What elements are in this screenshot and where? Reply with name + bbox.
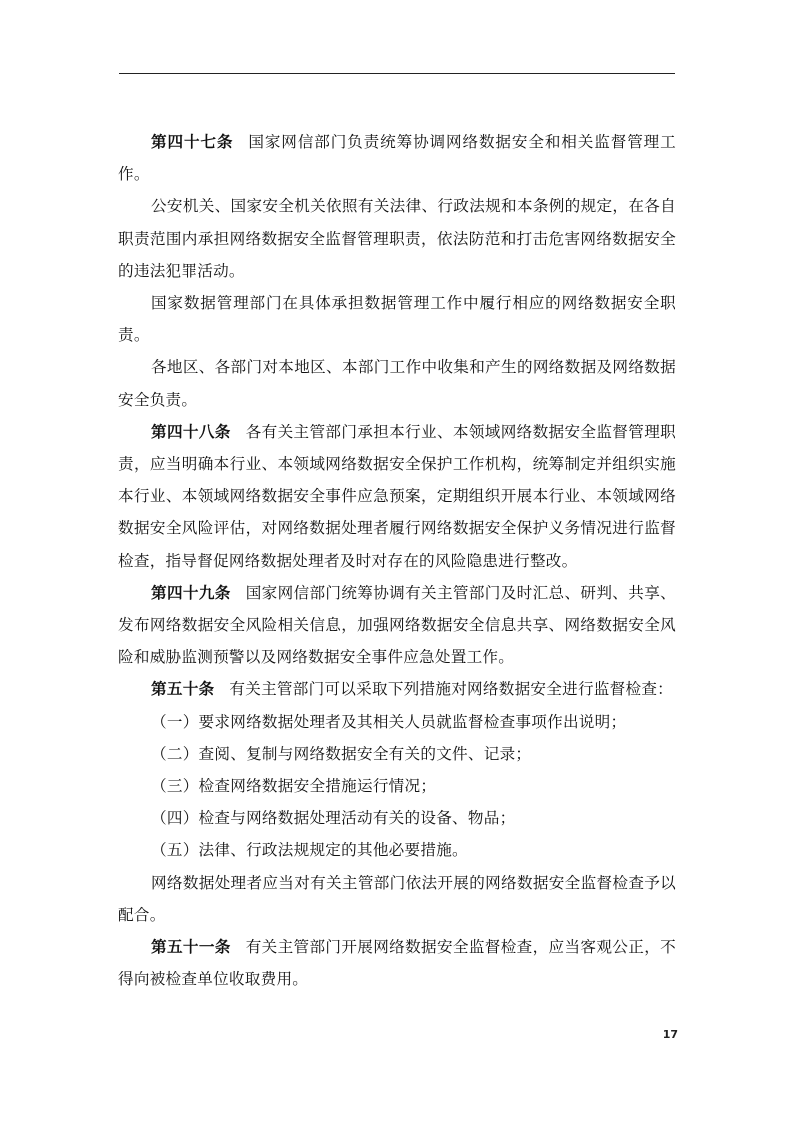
article-49-label: 第四十九条 xyxy=(151,582,231,602)
article-50-label: 第五十条 xyxy=(151,679,215,699)
article-48-text: 各有关主管部门承担本行业、本领域网络数据安全监督管理职责，应当明确本行业、本领域网络数据安全保护工作机构，统筹制定并组织实施本行业、本领域网络数据安全事件应急预案，定期组织开展本行业、本领域网络数据安全风险评估，对网络数据处理者履行网络数据安全保护义务情况进行监督检查，指导督促网络数据处理者及时对存在的风险隐患进行整改。 xyxy=(118,422,676,570)
article-48 xyxy=(118,416,676,577)
article-50-item-2: （二）查阅、复制与网络数据安全有关的文件、记录； xyxy=(151,744,532,763)
article-47-paragraph-2: 公安机关、国家安全机关依照有关法律、行政法规和本条例的规定，在各自职责范围内承担网络数据安全监督管理职责，依法防范和打击危害网络数据安全的违法犯罪活动。 xyxy=(118,197,676,280)
article-50-closing: 网络数据处理者应当对有关主管部门依法开展的网络数据安全监督检查予以配合。 xyxy=(118,873,676,924)
article-49 xyxy=(118,577,676,674)
article-47-paragraph-3: 国家数据管理部门在具体承担数据管理工作中履行相应的网络数据安全职责。 xyxy=(118,294,676,345)
article-51 xyxy=(118,931,676,995)
article-47-paragraph-4: 各地区、各部门对本地区、本部门工作中收集和产生的网络数据及网络数据安全负责。 xyxy=(118,358,676,409)
article-47-label: 第四十七条 xyxy=(151,132,234,151)
article-50-item-3: （三）检查网络数据安全措施运行情况； xyxy=(151,777,437,796)
article-50-item-4: （四）检查与网络数据处理活动有关的设备、物品； xyxy=(151,809,516,828)
article-48-label: 第四十八条 xyxy=(151,421,231,441)
article-51-text: 有关主管部门开展网络数据安全监督检查，应当客观公正，不得向被检查单位收取费用。 xyxy=(118,938,676,989)
article-50 xyxy=(118,673,676,705)
page-number: 17 xyxy=(662,1028,678,1041)
article-49-text: 国家网信部门统筹协调有关主管部门及时汇总、研判、共享、发布网络数据安全风险相关信息，加强网络数据安全信息共享、网络数据安全风险和威胁监测预警以及网络数据安全事件应急处置工作。 xyxy=(118,583,676,667)
article-51-label: 第五十一条 xyxy=(151,937,231,957)
article-50-text: 有关主管部门可以采取下列措施对网络数据安全进行监督检查： xyxy=(229,680,674,699)
article-47 xyxy=(118,126,676,190)
header-rule xyxy=(119,73,675,74)
article-47-text: 国家网信部门负责统筹协调网络数据安全和相关监督管理工作。 xyxy=(118,133,676,184)
article-50-item-1: （一）要求网络数据处理者及其相关人员就监督检查事项作出说明； xyxy=(151,712,627,731)
article-50-item-5: （五）法律、行政法规规定的其他必要措施。 xyxy=(151,841,468,860)
document-body xyxy=(118,126,676,995)
